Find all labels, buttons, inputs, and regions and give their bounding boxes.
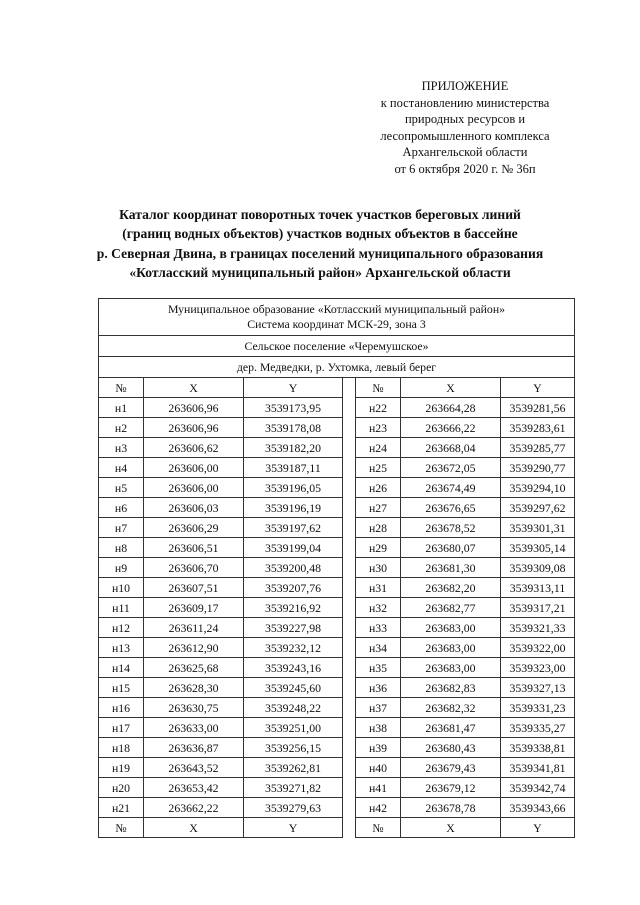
coordinate-system: Система координат МСК-29, зона 3: [247, 317, 426, 331]
table-row: [99, 598, 575, 618]
coord-x: 263630,75: [144, 698, 244, 718]
table-header-info: [99, 299, 575, 336]
coord-x: 263609,17: [144, 598, 244, 618]
coord-x: 263628,30: [144, 678, 244, 698]
point-number: н12: [99, 618, 144, 638]
point-number: н42: [356, 798, 401, 818]
coord-x: 263679,12: [401, 778, 501, 798]
coord-x: 263668,04: [401, 438, 501, 458]
point-number: н5: [99, 478, 144, 498]
table-row: [99, 638, 575, 658]
coord-x: 263683,00: [401, 658, 501, 678]
coord-x: 263606,62: [144, 438, 244, 458]
coord-y: 3539187,11: [244, 458, 343, 478]
column-gap: [343, 398, 356, 418]
col-footer-x: X: [144, 818, 244, 838]
column-gap: [343, 538, 356, 558]
column-gap: [343, 478, 356, 498]
coord-y: 3539283,61: [501, 418, 575, 438]
col-header-num: №: [356, 378, 401, 398]
coord-x: 263636,87: [144, 738, 244, 758]
coord-y: 3539199,04: [244, 538, 343, 558]
column-gap: [343, 718, 356, 738]
column-gap: [343, 518, 356, 538]
table-row: [99, 718, 575, 738]
column-gap: [343, 818, 356, 838]
col-footer-num: №: [356, 818, 401, 838]
table-row: [99, 578, 575, 598]
title-line: р. Северная Двина, в границах поселений муниципального образования: [96, 245, 544, 261]
coord-y: 3539178,08: [244, 418, 343, 438]
document-title: [60, 205, 580, 282]
coord-y: 3539251,00: [244, 718, 343, 738]
col-footer-y: Y: [244, 818, 343, 838]
coord-x: 263682,32: [401, 698, 501, 718]
col-footer-num: №: [99, 818, 144, 838]
coord-y: 3539343,66: [501, 798, 575, 818]
coord-x: 263607,51: [144, 578, 244, 598]
coord-x: 263643,52: [144, 758, 244, 778]
coord-x: 263612,90: [144, 638, 244, 658]
coord-y: 3539245,60: [244, 678, 343, 698]
table-row: [99, 478, 575, 498]
coord-x: 263683,00: [401, 618, 501, 638]
table-row: [99, 798, 575, 818]
coord-x: 263666,22: [401, 418, 501, 438]
coord-y: 3539331,23: [501, 698, 575, 718]
point-number: н10: [99, 578, 144, 598]
column-footer-row: [99, 818, 575, 838]
table-row: [99, 678, 575, 698]
coord-y: 3539335,27: [501, 718, 575, 738]
coord-x: 263680,07: [401, 538, 501, 558]
column-gap: [343, 378, 356, 398]
point-number: н28: [356, 518, 401, 538]
coord-y: 3539305,14: [501, 538, 575, 558]
column-gap: [343, 758, 356, 778]
col-header-x: X: [144, 378, 244, 398]
coord-y: 3539196,19: [244, 498, 343, 518]
column-gap: [343, 558, 356, 578]
column-gap: [343, 498, 356, 518]
appendix-label: ПРИЛОЖЕНИЕ: [421, 79, 509, 93]
coord-x: 263653,42: [144, 778, 244, 798]
column-gap: [343, 678, 356, 698]
point-number: н33: [356, 618, 401, 638]
point-number: н17: [99, 718, 144, 738]
column-gap: [343, 418, 356, 438]
title-line: «Котласский муниципальный район» Архангельской области: [129, 264, 511, 280]
coord-x: 263674,49: [401, 478, 501, 498]
settlement-name: Сельское поселение «Черемушское»: [99, 336, 575, 357]
coord-x: 263662,22: [144, 798, 244, 818]
col-header-y: Y: [244, 378, 343, 398]
coord-x: 263606,00: [144, 478, 244, 498]
point-number: н29: [356, 538, 401, 558]
point-number: н32: [356, 598, 401, 618]
column-gap: [343, 798, 356, 818]
coord-y: 3539338,81: [501, 738, 575, 758]
point-number: н1: [99, 398, 144, 418]
table-row: [99, 658, 575, 678]
coord-y: 3539294,10: [501, 478, 575, 498]
coord-y: 3539197,62: [244, 518, 343, 538]
coord-x: 263680,43: [401, 738, 501, 758]
coord-y: 3539232,12: [244, 638, 343, 658]
coord-x: 263633,00: [144, 718, 244, 738]
point-number: н20: [99, 778, 144, 798]
column-gap: [343, 618, 356, 638]
locality-name: дер. Медведки, р. Ухтомка, левый берег: [99, 357, 575, 378]
appendix-line: к постановлению министерства: [380, 95, 550, 110]
coord-y: 3539216,92: [244, 598, 343, 618]
point-number: н18: [99, 738, 144, 758]
column-gap: [343, 778, 356, 798]
coord-x: 263606,70: [144, 558, 244, 578]
table-row: [99, 698, 575, 718]
point-number: н22: [356, 398, 401, 418]
table-row: [99, 518, 575, 538]
point-number: н3: [99, 438, 144, 458]
municipality-name: Муниципальное образование «Котласский муниципальный район»: [167, 302, 506, 316]
point-number: н15: [99, 678, 144, 698]
coord-y: 3539341,81: [501, 758, 575, 778]
coord-x: 263611,24: [144, 618, 244, 638]
coord-y: 3539342,74: [501, 778, 575, 798]
appendix-line: Архангельской области: [402, 145, 528, 160]
coord-x: 263678,52: [401, 518, 501, 538]
coord-x: 263606,03: [144, 498, 244, 518]
point-number: н38: [356, 718, 401, 738]
point-number: н13: [99, 638, 144, 658]
table-row: [99, 558, 575, 578]
col-header-num: №: [99, 378, 144, 398]
coord-x: 263681,47: [401, 718, 501, 738]
coordinates-table: [98, 298, 575, 838]
coord-x: 263625,68: [144, 658, 244, 678]
coord-x: 263682,83: [401, 678, 501, 698]
coord-y: 3539196,05: [244, 478, 343, 498]
point-number: н25: [356, 458, 401, 478]
point-number: н41: [356, 778, 401, 798]
column-header-row: [99, 378, 575, 398]
coord-x: 263672,05: [401, 458, 501, 478]
point-number: н21: [99, 798, 144, 818]
coord-y: 3539327,13: [501, 678, 575, 698]
column-gap: [343, 698, 356, 718]
point-number: н14: [99, 658, 144, 678]
coord-x: 263683,00: [401, 638, 501, 658]
title-line: Каталог координат поворотных точек участков береговых линий: [119, 207, 521, 222]
coord-y: 3539317,21: [501, 598, 575, 618]
table-row: [99, 618, 575, 638]
column-gap: [343, 458, 356, 478]
coord-x: 263681,30: [401, 558, 501, 578]
point-number: н16: [99, 698, 144, 718]
point-number: н9: [99, 558, 144, 578]
coord-y: 3539279,63: [244, 798, 343, 818]
point-number: н34: [356, 638, 401, 658]
appendix-line: природных ресурсов и: [404, 112, 526, 127]
coord-y: 3539285,77: [501, 438, 575, 458]
coord-x: 263606,29: [144, 518, 244, 538]
coord-x: 263606,00: [144, 458, 244, 478]
column-gap: [343, 598, 356, 618]
table-row: [99, 778, 575, 798]
coord-y: 3539271,82: [244, 778, 343, 798]
coord-y: 3539322,00: [501, 638, 575, 658]
appendix-block: [350, 78, 580, 178]
column-gap: [343, 738, 356, 758]
coord-y: 3539207,76: [244, 578, 343, 598]
coord-y: 3539309,08: [501, 558, 575, 578]
title-line: (границ водных объектов) участков водных объектов в бассейне: [122, 226, 518, 242]
point-number: н23: [356, 418, 401, 438]
coord-y: 3539173,95: [244, 398, 343, 418]
coord-y: 3539200,48: [244, 558, 343, 578]
coord-x: 263606,96: [144, 418, 244, 438]
coord-y: 3539323,00: [501, 658, 575, 678]
point-number: н2: [99, 418, 144, 438]
point-number: н27: [356, 498, 401, 518]
table-row: [99, 758, 575, 778]
col-footer-y: Y: [501, 818, 575, 838]
point-number: н19: [99, 758, 144, 778]
coord-x: 263606,96: [144, 398, 244, 418]
point-number: н24: [356, 438, 401, 458]
coord-y: 3539262,81: [244, 758, 343, 778]
coord-y: 3539227,98: [244, 618, 343, 638]
point-number: н37: [356, 698, 401, 718]
point-number: н36: [356, 678, 401, 698]
coord-y: 3539248,22: [244, 698, 343, 718]
point-number: н26: [356, 478, 401, 498]
table-row: [99, 458, 575, 478]
table-row: [99, 498, 575, 518]
point-number: н4: [99, 458, 144, 478]
point-number: н31: [356, 578, 401, 598]
coord-x: 263664,28: [401, 398, 501, 418]
column-gap: [343, 438, 356, 458]
column-gap: [343, 578, 356, 598]
coord-x: 263678,78: [401, 798, 501, 818]
point-number: н30: [356, 558, 401, 578]
coord-x: 263682,20: [401, 578, 501, 598]
coord-y: 3539281,56: [501, 398, 575, 418]
column-gap: [343, 658, 356, 678]
coord-x: 263676,65: [401, 498, 501, 518]
coord-y: 3539321,33: [501, 618, 575, 638]
table-row: [99, 418, 575, 438]
table-row: [99, 738, 575, 758]
coord-y: 3539290,77: [501, 458, 575, 478]
point-number: н39: [356, 738, 401, 758]
coord-y: 3539182,20: [244, 438, 343, 458]
coord-y: 3539243,16: [244, 658, 343, 678]
point-number: н35: [356, 658, 401, 678]
coord-x: 263606,51: [144, 538, 244, 558]
point-number: н11: [99, 598, 144, 618]
coord-x: 263682,77: [401, 598, 501, 618]
coord-y: 3539297,62: [501, 498, 575, 518]
point-number: н6: [99, 498, 144, 518]
coord-y: 3539256,15: [244, 738, 343, 758]
col-header-x: X: [401, 378, 501, 398]
appendix-line: лесопромышленного комплекса: [380, 128, 550, 143]
column-gap: [343, 638, 356, 658]
col-footer-x: X: [401, 818, 501, 838]
col-header-y: Y: [501, 378, 575, 398]
table-row: [99, 438, 575, 458]
point-number: н8: [99, 538, 144, 558]
point-number: н40: [356, 758, 401, 778]
coord-x: 263679,43: [401, 758, 501, 778]
table-row: [99, 398, 575, 418]
table-row: [99, 538, 575, 558]
coord-y: 3539313,11: [501, 578, 575, 598]
coord-y: 3539301,31: [501, 518, 575, 538]
appendix-date: от 6 октября 2020 г. № 36п: [394, 161, 536, 176]
point-number: н7: [99, 518, 144, 538]
